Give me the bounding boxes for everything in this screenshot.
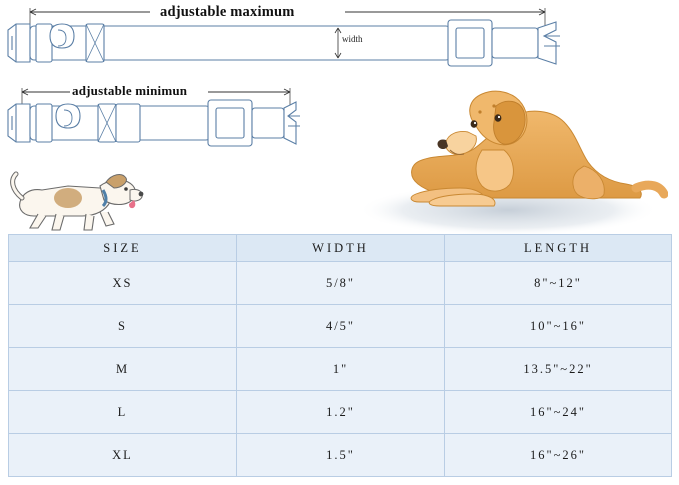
cell-size: S bbox=[9, 305, 237, 348]
cell-width: 4/5" bbox=[237, 305, 445, 348]
cell-length: 8"~12" bbox=[445, 262, 672, 305]
column-header-width: WIDTH bbox=[237, 235, 445, 262]
cell-length: 16"~26" bbox=[445, 434, 672, 477]
table-header-row bbox=[9, 235, 672, 262]
table-row bbox=[9, 305, 672, 348]
table-row bbox=[9, 348, 672, 391]
lying-golden-retriever-illustration bbox=[348, 88, 668, 238]
cell-width: 1" bbox=[237, 348, 445, 391]
adjustable-minimum-label: adjustable minimun bbox=[72, 83, 188, 98]
column-header-length: LENGTH bbox=[445, 235, 672, 262]
adjustable-maximum-label: adjustable maximum bbox=[160, 4, 295, 20]
column-header-size: SIZE bbox=[9, 235, 237, 262]
cell-size: XL bbox=[9, 434, 237, 477]
cell-length: 10"~16" bbox=[445, 305, 672, 348]
cell-size: M bbox=[9, 348, 237, 391]
cell-length: 13.5"~22" bbox=[445, 348, 672, 391]
size-chart-table bbox=[8, 234, 672, 477]
cell-width: 1.2" bbox=[237, 391, 445, 434]
cell-width: 1.5" bbox=[237, 434, 445, 477]
table-row bbox=[9, 391, 672, 434]
cell-width: 5/8" bbox=[237, 262, 445, 305]
table-row bbox=[9, 262, 672, 305]
cell-size: XS bbox=[9, 262, 237, 305]
table-row bbox=[9, 434, 672, 477]
cell-length: 16"~24" bbox=[445, 391, 672, 434]
width-label: width bbox=[342, 34, 363, 44]
cell-size: L bbox=[9, 391, 237, 434]
running-dog-illustration bbox=[8, 160, 148, 232]
